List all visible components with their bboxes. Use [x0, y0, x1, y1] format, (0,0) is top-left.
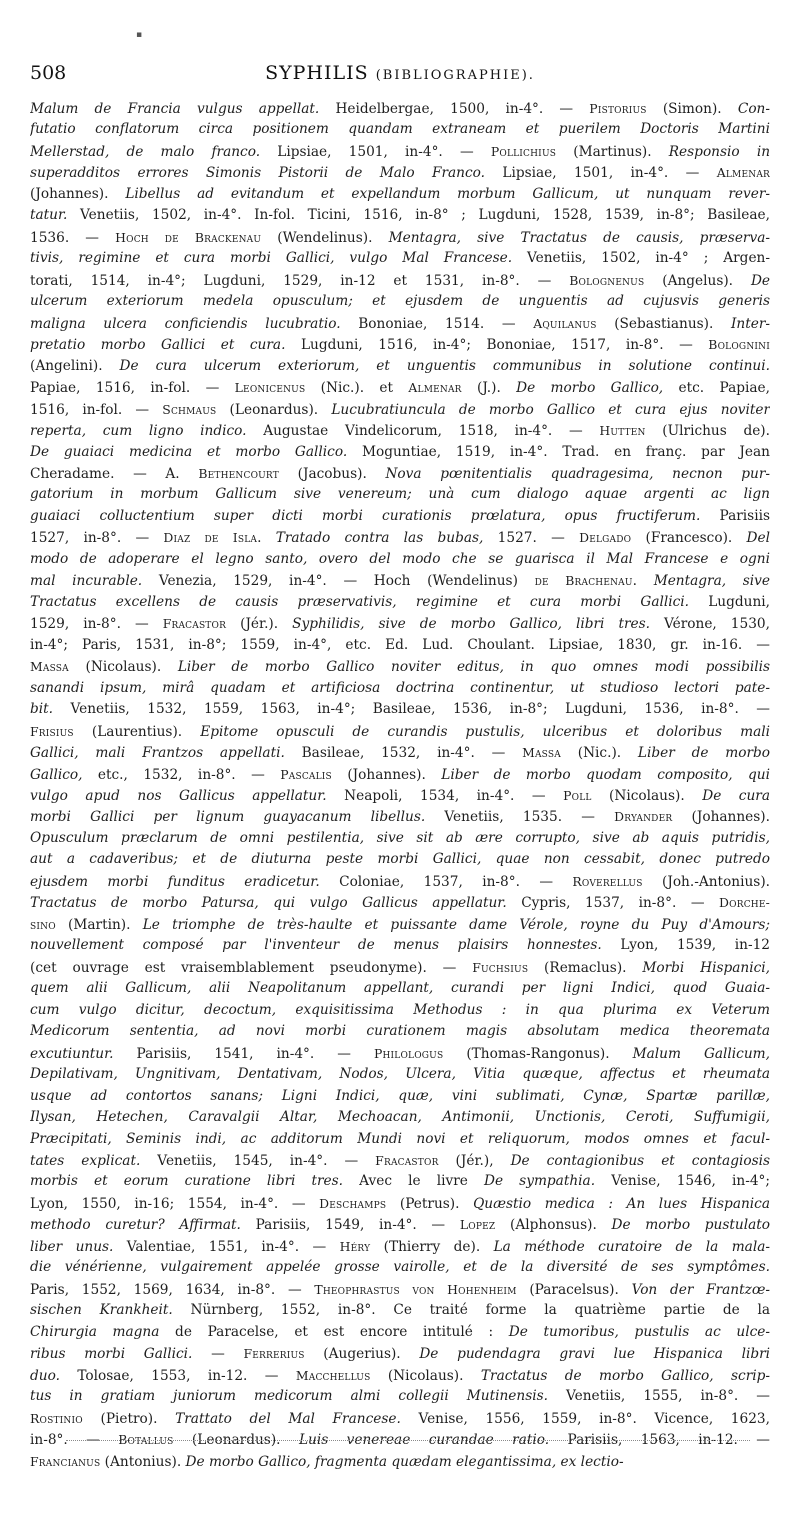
citation-text: Lyon, 1539, in-12	[601, 937, 770, 954]
author-name: Hoch de Brackenau	[115, 229, 262, 245]
work-title: Morbi Hispanici,	[642, 959, 770, 976]
text-line	[30, 1043, 770, 1064]
work-title: cum vulgo dicitur, decoctum, exquisitissima Methodus : in qua plurima ex Veterum	[30, 1001, 770, 1018]
text-line	[30, 227, 770, 248]
running-head-subtitle: (BIBLIOGRAPHIE).	[375, 68, 535, 83]
citation-text: (Petrus).	[386, 1195, 474, 1212]
work-title: Luis venereae curandae ratio.	[298, 1432, 550, 1449]
work-title: superadditos errores Simonis Pistorii de Malo Franco.	[30, 165, 485, 182]
text-line	[30, 1365, 770, 1386]
citation-text: Paris, 1552, 1569, 1634, in-8°. —	[30, 1281, 315, 1298]
citation-text: Tolosae, 1553, in-12. —	[59, 1367, 296, 1384]
text-line	[30, 356, 770, 377]
citation-text: (Francesco).	[631, 530, 747, 547]
citation-text: Venetiis, 1502, in-4° ; Argen-	[512, 250, 770, 267]
work-title: Liber de morbo	[637, 745, 770, 762]
work-title: gatorium in morbum Gallicum sive venereum; unà cum dialogo aquae argenti ac lign	[30, 486, 770, 503]
text-line	[30, 141, 770, 162]
work-title: Tractatus de morbo Patursa, qui vulgo Gallicus appellatur.	[30, 895, 507, 912]
work-title: Von der Frantzœ-	[631, 1281, 770, 1298]
text-line	[30, 935, 770, 956]
citation-text: Venetiis, 1535. —	[425, 809, 615, 826]
work-title: excutiuntur.	[30, 1045, 114, 1062]
work-title: tus in gratiam juniorum medicorum almi collegii Mutinensis.	[30, 1388, 548, 1405]
text-line	[30, 119, 770, 140]
citation-text: etc., 1532, in-8°. —	[82, 766, 281, 783]
citation-text: Cheradame. — A.	[30, 465, 199, 482]
citation-text: torati, 1514, in-4°; Lugduni, 1529, in-12 et 1531, in-8°. —	[30, 272, 570, 289]
citation-text: .	[632, 573, 654, 590]
citation-text: (Pietro).	[82, 1410, 176, 1427]
work-title: duo.	[30, 1367, 60, 1384]
running-head-title: SYPHILIS	[265, 62, 369, 84]
author-name: Rostinio	[30, 1410, 83, 1426]
work-title: sischen Krankheit.	[30, 1302, 173, 1319]
author-name: Philologus	[373, 1045, 444, 1061]
text-line	[30, 377, 770, 398]
text-line	[30, 871, 770, 892]
text-line	[30, 721, 770, 742]
citation-text: (Thierry de).	[370, 1238, 494, 1255]
work-title: pretatio morbo Gallici et cura.	[30, 337, 286, 354]
text-line	[30, 463, 770, 484]
citation-text: Lipsiae, 1501, in-4°. —	[260, 143, 491, 160]
author-name: Botallus	[118, 1432, 174, 1448]
citation-text: (Martin).	[55, 916, 143, 933]
text-line	[30, 635, 770, 656]
work-title: methodo curetur? Affirmat.	[30, 1217, 241, 1234]
work-title: Gallico,	[30, 766, 83, 783]
citation-text: (Sebastianus).	[596, 315, 731, 332]
work-title: mal incurable.	[30, 573, 143, 590]
text-line	[30, 248, 770, 269]
citation-text: Venezia, 1529, in-4°. — Hoch (Wendelinus)	[142, 573, 535, 590]
citation-text: 1516, in-fol. —	[30, 401, 163, 418]
author-name: Dryander	[614, 809, 673, 825]
work-title: De morbo Gallico, fragmenta quædam elegantissima, ex lectio-	[185, 1453, 624, 1470]
work-title: Epitome opusculi de curandis pustulis, ulceribus et doloribus mali	[200, 723, 770, 740]
work-title: De	[750, 272, 770, 289]
citation-text: in-8°. —	[30, 1432, 119, 1449]
citation-text: Lipsiae, 1501, in-4°. —	[484, 165, 717, 182]
work-title: De tumoribus, pustulis ac ulce-	[508, 1323, 770, 1340]
citation-text: (Paracelsus).	[516, 1281, 632, 1298]
work-title: Mentagra, sive Tractatus de causis, præserva-	[388, 229, 770, 246]
work-title: Con-	[737, 101, 770, 117]
text-line	[30, 1086, 770, 1107]
work-title: Mellerstad, de malo franco.	[30, 143, 261, 160]
text-line	[30, 1236, 770, 1257]
text-line	[30, 1300, 770, 1321]
text-line	[30, 613, 770, 634]
citation-text: Venetiis, 1555, in-8°. —	[547, 1388, 770, 1405]
citation-text: (Nic.).	[560, 745, 638, 762]
citation-text: Moguntiae, 1519, in-4°. Trad. en franç. par Jean	[347, 443, 770, 460]
citation-text: Augustae Vindelicorum, 1518, in-4°. —	[246, 423, 600, 440]
text-line	[30, 570, 770, 591]
text-line	[30, 506, 770, 527]
work-title: Libellus ad evitandum et expellandum morbum Gallicum, ut nunquam rever-	[125, 185, 770, 202]
work-title: Tractatus excellens de causis præservativis, regimine et cura morbi Gallici.	[30, 593, 690, 610]
work-title: futatio conflatorum circa positionem quandam extraneam et puerilem Doctoris Martini	[30, 121, 770, 138]
text-line	[30, 1171, 770, 1192]
work-title: Depilativam, Ungnitivam, Dentativam, Nodos, Ulcera, Vitia quæque, affectus et rheumata	[30, 1066, 770, 1083]
text-line	[30, 1451, 770, 1472]
work-title: Syphilidis, sive de morbo Gallico, libri tres.	[292, 616, 650, 633]
work-title: Lucubratiuncula de morbo Gallico et cura ejus noviter	[331, 401, 770, 418]
citation-text: Papiae, 1516, in-fol. —	[30, 380, 235, 397]
work-title: Liber de morbo Gallico noviter editus, in quo omnes modi possibilis	[177, 659, 770, 676]
text-line	[30, 1000, 770, 1021]
work-title: modo de adoperare el legno santo, overo del modo che se guarisca il Mal Francese e ogni	[30, 550, 770, 567]
citation-text: Venetiis, 1545, in-4°. —	[140, 1152, 376, 1169]
author-name: Poll	[563, 788, 592, 803]
work-title: vulgo apud nos Gallicus appellatur.	[30, 788, 327, 804]
work-title: ribus morbi Gallici.	[30, 1346, 193, 1363]
citation-text: (Alphonsus).	[495, 1217, 612, 1234]
work-title: Nova pœnitentialis quadragesima, necnon pur-	[385, 465, 770, 482]
citation-text: Vérone, 1530,	[649, 616, 770, 633]
author-name: Almenar	[408, 380, 462, 396]
author-name: Pistorius	[589, 101, 647, 116]
citation-text: (Joh.-Antonius).	[642, 873, 770, 890]
citation-text: .	[257, 530, 276, 547]
citation-text: (Augerius).	[304, 1346, 420, 1363]
citation-text: etc. Papiae,	[663, 380, 770, 397]
text-line	[30, 785, 770, 806]
author-name: Deschamps	[319, 1195, 387, 1211]
citation-text: Venise, 1546, in-4°;	[595, 1173, 770, 1190]
text-line	[30, 291, 770, 312]
footer-dotted-rule	[66, 1440, 750, 1441]
citation-text: (Jacobus).	[278, 465, 386, 482]
text-line	[30, 699, 770, 720]
author-name: Bolognini	[708, 337, 770, 353]
author-name: Lopez	[459, 1217, 496, 1233]
work-title: nouvellement composé par l'inventeur de menus plaisirs honnestes.	[30, 937, 602, 954]
work-title: maligna ulcera conficiendis lucubratio.	[30, 315, 341, 332]
citation-text: (Simon).	[646, 101, 738, 117]
text-line	[30, 162, 770, 183]
work-title: De guaiaci medicina et morbo Gallico.	[30, 443, 348, 460]
work-title: Mentagra, sive	[653, 573, 770, 590]
text-line	[30, 1322, 770, 1343]
text-line	[30, 527, 770, 548]
text-line	[30, 1214, 770, 1235]
text-line	[30, 313, 770, 334]
page-header	[30, 62, 770, 88]
work-title: usque ad contortos sanans; Ligni Indici, quæ, vini sublimati, Cynæ, Spartæ parillæ,	[30, 1087, 770, 1104]
citation-text: Parisiis, 1549, in-4°. —	[240, 1217, 460, 1234]
text-line	[30, 1386, 770, 1407]
text-line	[30, 1343, 770, 1364]
work-title: Responsio in	[668, 143, 770, 160]
citation-text: Lugduni, 1516, in-4°; Bononiae, 1517, in-8°. —	[285, 337, 709, 354]
citation-text: Parisiis	[700, 507, 770, 524]
author-name: Bolognenus	[569, 272, 645, 288]
work-title: Tratado contra las bubas,	[275, 530, 484, 547]
text-line	[30, 549, 770, 570]
work-title: die vénérienne, vulgairement appelée grosse vairolle, et de la diversité de ses symptômes.	[30, 1259, 770, 1276]
author-name: Héry	[339, 1238, 371, 1254]
work-title: liber unus.	[30, 1238, 114, 1255]
author-name: Massa	[30, 659, 69, 675]
work-title: La méthode curatoire de la mala-	[493, 1238, 770, 1255]
running-head	[30, 62, 770, 84]
author-name: Pollichius	[490, 143, 557, 159]
citation-text: Coloniae, 1537, in-8°. —	[319, 873, 573, 890]
work-title: ulcerum exteriorum medela opusculum; et ejusdem de unguentis ad cujusvis generis	[30, 293, 770, 310]
text-line	[30, 828, 770, 849]
citation-text: Neapoli, 1534, in-4°. —	[326, 788, 564, 804]
citation-text: Avec le livre	[343, 1173, 484, 1190]
text-line	[30, 678, 770, 699]
work-title: Liber de morbo quodam composito, qui	[441, 766, 770, 783]
citation-text: —	[192, 1346, 244, 1363]
work-title: De morbo Gallico,	[516, 380, 664, 397]
text-line	[30, 957, 770, 978]
work-title: Gallici, mali Frantzos appellati.	[30, 745, 285, 762]
text-line	[30, 806, 770, 827]
work-title: reperta, cum ligno indico.	[30, 423, 247, 440]
text-line	[30, 742, 770, 763]
text-line	[30, 184, 770, 205]
text-line	[30, 1129, 770, 1150]
citation-text: Cypris, 1537, in-8°. —	[506, 895, 719, 912]
citation-text: (Remaclus).	[528, 959, 643, 976]
citation-text: (Antonius).	[100, 1453, 186, 1470]
author-name: Massa	[522, 745, 561, 761]
text-line	[30, 98, 770, 119]
citation-text: (Jér.).	[226, 616, 293, 633]
citation-text: in-4°; Paris, 1531, in-8°; 1559, in-4°, etc. Ed. Lud. Choulant. Lipsiae, 1830, gr. in-16. —	[30, 636, 770, 653]
work-title: De pudendagra gravi lue Hispanica libri	[419, 1346, 770, 1363]
text-line	[30, 1150, 770, 1171]
work-title: Tractatus de morbo Gallico, scrip-	[480, 1367, 770, 1384]
citation-text: Parisiis, 1541, in-4°. —	[113, 1045, 374, 1062]
citation-text: Bononiae, 1514. —	[340, 315, 534, 332]
citation-text: (Nicolaus).	[370, 1367, 481, 1384]
text-line	[30, 1064, 770, 1085]
work-title: Trattato del Mal Francese.	[175, 1410, 401, 1427]
text-line	[30, 914, 770, 935]
author-name: Schmaus	[162, 401, 217, 417]
author-name: Roverellus	[572, 873, 643, 889]
work-title: morbis et eorum curatione libri tres.	[30, 1173, 344, 1190]
citation-text: (Leonardus).	[173, 1432, 299, 1449]
author-name: Theophrastus von Hohenheim	[314, 1281, 517, 1297]
work-title: guaiaci colluctentium super dicti morbi curationis prœlatura, opus fructiferum.	[30, 507, 701, 524]
work-title: aut a cadaveribus; et de diuturna peste morbi Gallici, quae non cessabit, donec putredo	[30, 851, 770, 868]
text-line	[30, 334, 770, 355]
work-title: Quæstio medica : An lues Hispanica	[473, 1195, 770, 1212]
citation-text: (Angelini).	[30, 357, 120, 374]
work-title: Del	[746, 530, 770, 547]
author-name: Fracastor	[162, 616, 227, 632]
work-title: Inter-	[731, 315, 770, 332]
citation-text: (Angelus).	[644, 272, 751, 289]
author-name: Diaz de Isla	[163, 530, 258, 546]
citation-text: (Johannes).	[331, 766, 442, 783]
citation-text: Lugduni,	[689, 593, 770, 610]
author-name: Pascalis	[280, 766, 332, 782]
work-title: sanandi ipsum, mirâ quadam et artificiosa doctrina continentur, ut studioso lectori pate-	[30, 679, 770, 696]
work-title: Malum Gallicum,	[632, 1045, 770, 1062]
text-line	[30, 656, 770, 677]
citation-text: 1527. —	[483, 530, 580, 547]
text-line	[30, 1193, 770, 1214]
citation-text: (Jér.),	[438, 1152, 511, 1169]
citation-text: (Johannes).	[30, 185, 126, 202]
bibliography-text	[30, 98, 770, 1472]
author-name: Bethencourt	[198, 465, 279, 481]
text-line	[30, 1021, 770, 1042]
citation-text: Venise, 1556, 1559, in-8°. Vicence, 1623,	[400, 1410, 770, 1427]
citation-text: (Johannes).	[672, 809, 770, 826]
citation-text: 1527, in-8°. —	[30, 530, 164, 547]
work-title: tates explicat.	[30, 1152, 141, 1169]
citation-text: (Nicolaus).	[68, 659, 178, 676]
citation-text: (Wendelinus).	[261, 229, 389, 246]
work-title: De contagionibus et contagiosis	[510, 1152, 770, 1169]
author-name: Macchellus	[295, 1367, 371, 1383]
author-name: Francianus	[30, 1453, 101, 1469]
citation-text: (Nicolaus).	[591, 788, 703, 804]
work-title: ejusdem morbi funditus eradicetur.	[30, 873, 320, 890]
work-title: morbi Gallici per lignum guayacanum libellus.	[30, 809, 426, 826]
work-title: Chirurgia magna	[30, 1323, 160, 1340]
author-name: Delgado	[579, 530, 632, 546]
citation-text: (J.).	[461, 380, 517, 397]
author-name: Almenar	[716, 165, 770, 181]
work-title: De cura	[702, 788, 770, 804]
author-name: Fracastor	[375, 1152, 439, 1168]
text-line	[30, 892, 770, 913]
citation-text: Basileae, 1532, in-4°. —	[284, 745, 523, 762]
citation-text: Venetiis, 1532, 1559, 1563, in-4°; Basileae, 1536, in-8°; Lugduni, 1536, in-8°. —	[53, 701, 770, 718]
work-title: bit.	[30, 701, 53, 718]
text-line	[30, 1257, 770, 1278]
author-name: Fuchsius	[472, 959, 529, 975]
work-title: tivis, regimine et cura morbi Gallici, vulgo Mal Francese.	[30, 250, 513, 267]
citation-text: (Martinus).	[556, 143, 669, 160]
text-line	[30, 484, 770, 505]
work-title: tatur.	[30, 207, 68, 224]
citation-text: de Paracelse, et est encore intitulé :	[159, 1323, 509, 1340]
text-line	[30, 978, 770, 999]
citation-text: Lyon, 1550, in-16; 1554, in-4°. —	[30, 1195, 320, 1212]
page-mark: ▪	[136, 30, 143, 40]
text-line	[30, 205, 770, 226]
work-title: Præcipitati, Seminis indi, ac additorum Mundi novi et reliquorum, modos omnes et facul-	[30, 1130, 770, 1147]
work-title: De morbo pustulato	[611, 1217, 770, 1234]
author-name: Frisius	[30, 723, 74, 739]
author-name: Ferrerius	[243, 1346, 305, 1362]
text-line	[30, 1408, 770, 1429]
author-name: Dorche-	[719, 895, 770, 911]
text-line	[30, 764, 770, 785]
citation-text: (Leonardus).	[216, 401, 332, 418]
author-name: Aquilanus	[533, 315, 597, 331]
text-line	[30, 849, 770, 870]
page-number: 508	[30, 62, 67, 84]
work-title: De cura ulcerum exteriorum, et unguentis communibus in solutione continui.	[119, 357, 770, 374]
citation-text: Valentiae, 1551, in-4°. —	[113, 1238, 340, 1255]
author-name: Hutten	[599, 423, 646, 439]
citation-text: (Nic.). et	[305, 380, 409, 397]
citation-text: Venetiis, 1502, in-4°. In-fol. Ticini, 1516, in-8° ; Lugduni, 1528, 1539, in-8°; Basileae,	[67, 207, 770, 224]
citation-text: Heidelbergae, 1500, in-4°. —	[319, 101, 590, 117]
text-line	[30, 1107, 770, 1128]
citation-text: (cet ouvrage est vraisemblablement pseudonyme). —	[30, 959, 473, 976]
citation-text: 1529, in-8°. —	[30, 616, 163, 633]
text-line	[30, 442, 770, 463]
text-line	[30, 420, 770, 441]
citation-text: 1536. —	[30, 229, 116, 246]
author-name: Leonicenus	[234, 380, 306, 396]
work-title: Malum de Francia vulgus appellat.	[30, 101, 320, 117]
citation-text: (Laurentius).	[73, 723, 201, 740]
text-line	[30, 592, 770, 613]
author-name: de Brachenau	[534, 573, 633, 589]
citation-text: Parisiis, 1563, in-12. —	[549, 1432, 770, 1449]
work-title: Le triomphe de très-haulte et puissante dame Vérole, royne du Puy d'Amours;	[142, 916, 770, 933]
work-title: quem alii Gallicum, alii Neapolitanum appellant, curandi per ligni Indici, quod Guaia-	[30, 980, 770, 997]
work-title: Opusculum præclarum de omni pestilentia, sive sit ab ære corrupto, sive ab aquis putridis,	[30, 829, 770, 846]
work-title: De sympathia.	[483, 1173, 596, 1190]
citation-text: (Ulrichus de).	[645, 423, 770, 440]
work-title: Ilysan, Hetechen, Caravalgii Altar, Mechoacan, Antimonii, Unctionis, Ceroti, Suffumigii,	[30, 1109, 770, 1126]
citation-text: (Thomas-Rangonus).	[443, 1045, 633, 1062]
author-name: sino	[30, 916, 56, 932]
work-title: Medicorum sententia, ad novi morbi curationem magis absolutam medica theoremata	[30, 1023, 770, 1040]
citation-text: Nürnberg, 1552, in-8°. Ce traité forme la quatrième partie de la	[172, 1302, 770, 1319]
text-line	[30, 270, 770, 291]
text-line	[30, 399, 770, 420]
text-line	[30, 1279, 770, 1300]
